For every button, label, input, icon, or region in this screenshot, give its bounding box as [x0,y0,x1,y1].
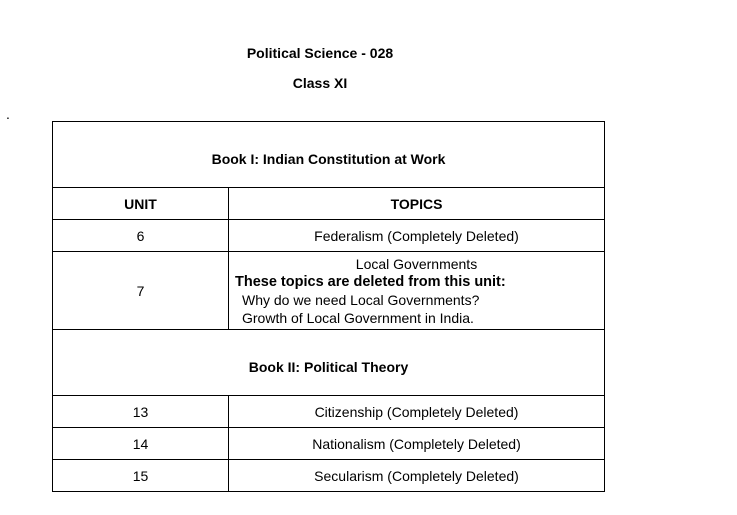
topic-cell: Secularism (Completely Deleted) [229,460,605,492]
unit-cell: 13 [53,396,229,428]
unit-cell: 14 [53,428,229,460]
topic-cell: Nationalism (Completely Deleted) [229,428,605,460]
topic-cell: Federalism (Completely Deleted) [229,220,605,252]
document-subtitle: Class XI [292,75,348,91]
unit-cell: 15 [53,460,229,492]
table-row [53,396,605,428]
unit-cell: 6 [53,220,229,252]
unit-column-header: UNIT [53,188,229,220]
book2-title: Book II: Political Theory [53,330,605,396]
table-header-row [53,188,605,220]
deleted-note: These topics are deleted from this unit: [235,273,506,290]
topic-cell: Citizenship (Completely Deleted) [229,396,605,428]
document-title: Political Science - 028 [246,45,394,61]
table-row [53,428,605,460]
table-row [53,252,605,330]
topics-column-header: TOPICS [229,188,605,220]
book1-title: Book I: Indian Constitution at Work [53,122,605,188]
syllabus-table [52,121,605,492]
topic-line: Local Governments [355,255,478,272]
stray-mark: . [6,106,10,122]
topic-line: Growth of Local Government in India. [242,309,474,326]
book1-row [53,122,605,188]
table-row [53,460,605,492]
topic-line: Why do we need Local Governments? [242,291,480,308]
topic-cell-multiline [229,252,605,330]
unit-cell: 7 [53,252,229,330]
book2-row [53,330,605,396]
table-row [53,220,605,252]
